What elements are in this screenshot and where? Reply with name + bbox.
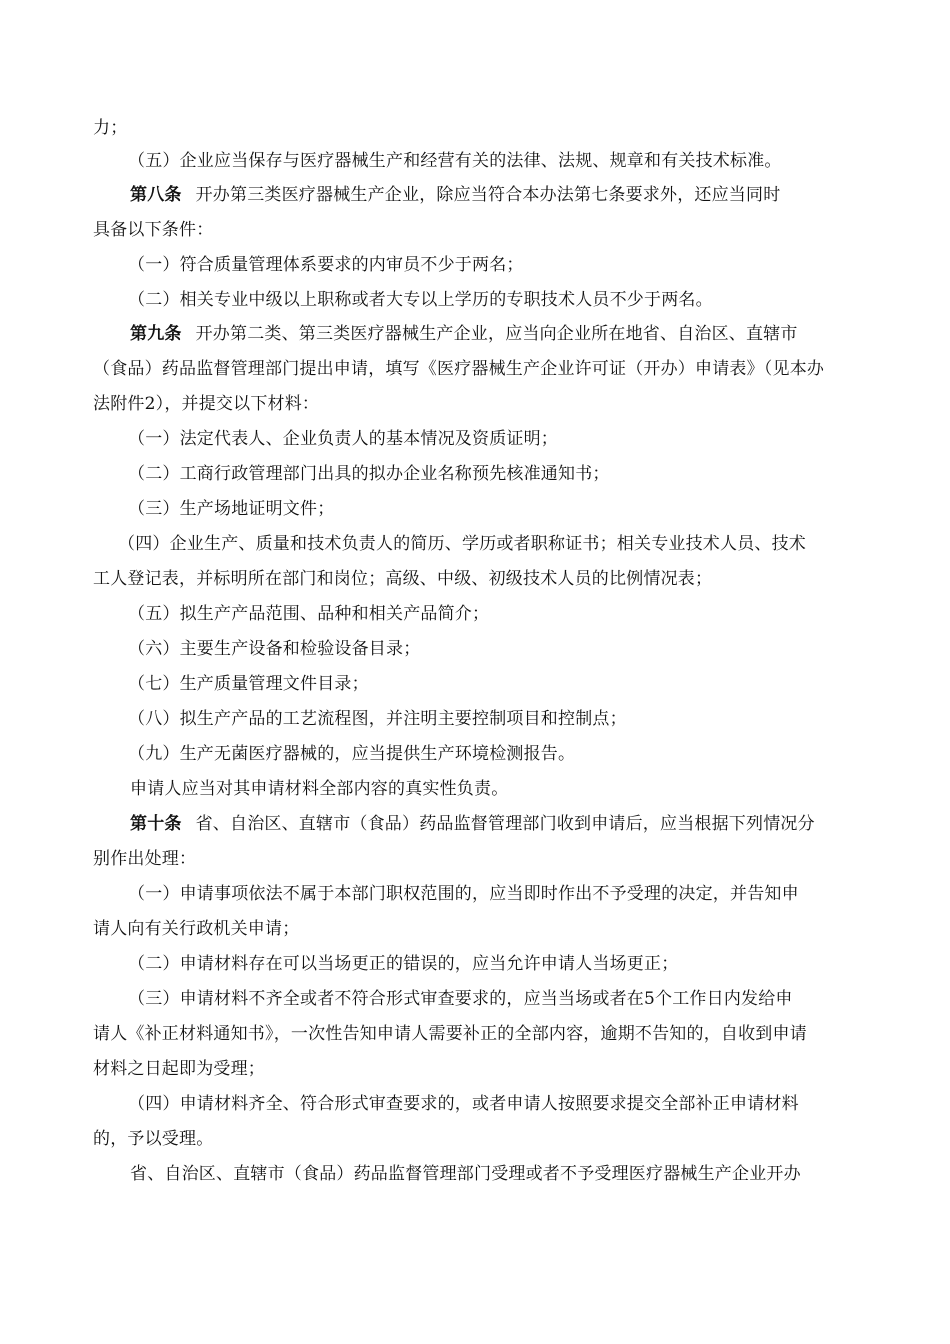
text-line xyxy=(128,462,610,486)
text-line xyxy=(93,847,196,871)
line-text: 的，予以受理。 xyxy=(93,1129,214,1149)
text-line xyxy=(130,1162,801,1186)
line-text: （三）申请材料不齐全或者不符合形式审查要求的，应当当场或者在5个工作日内发给申 xyxy=(128,989,793,1009)
line-text: 别作出处理： xyxy=(93,849,197,869)
line-text: （二）相关专业中级以上职称或者大专以上学历的专职技术人员不少于两名。 xyxy=(128,290,713,310)
text-line xyxy=(128,1092,799,1116)
line-text: （一）法定代表人、企业负责人的基本情况及资质证明； xyxy=(128,429,558,449)
text-line xyxy=(128,288,713,312)
line-text: 开办第三类医疗器械生产企业，除应当符合本办法第七条要求外，还应当同时 xyxy=(195,185,781,205)
line-text: 力； xyxy=(93,118,128,138)
article-heading: 第八条 xyxy=(130,185,182,205)
line-text: （二）工商行政管理部门出具的拟办企业名称预先核准通知书； xyxy=(128,464,610,484)
line-text: 工人登记表，并标明所在部门和岗位；高级、中级、初级技术人员的比例情况表； xyxy=(93,569,713,589)
text-line xyxy=(128,742,575,766)
text-line xyxy=(128,149,782,173)
line-text: 具备以下条件： xyxy=(93,220,214,240)
text-line xyxy=(128,497,334,521)
text-line xyxy=(128,602,489,626)
text-line xyxy=(128,707,627,731)
line-text: （六）主要生产设备和检验设备目录； xyxy=(128,639,421,659)
line-text: （四）申请材料齐全、符合形式审查要求的，或者申请人按照要求提交全部补正申请材料 xyxy=(128,1094,799,1114)
line-text: （七）生产质量管理文件目录； xyxy=(128,674,369,694)
text-line xyxy=(128,987,793,1011)
text-line xyxy=(93,567,712,591)
line-text: 请人《补正材料通知书》，一次性告知申请人需要补正的全部内容，逾期不告知的，自收到申请 xyxy=(93,1024,807,1044)
line-text: （一）申请事项依法不属于本部门职权范围的，应当即时作出不予受理的决定，并告知申 xyxy=(128,884,799,904)
article-heading: 第九条 xyxy=(130,324,182,344)
article-heading: 第十条 xyxy=(130,814,182,834)
line-text: （五）企业应当保存与医疗器械生产和经营有关的法律、法规、规章和有关技术标准。 xyxy=(128,151,782,171)
text-line xyxy=(128,952,678,976)
text-line xyxy=(93,116,127,140)
line-text: 请人向有关行政机关申请； xyxy=(93,919,300,939)
text-line xyxy=(130,812,815,836)
line-text: 省、自治区、直辖市（食品）药品监督管理部门受理或者不予受理医疗器械生产企业开办 xyxy=(130,1164,801,1184)
text-line xyxy=(128,672,369,696)
line-text: 申请人应当对其申请材料全部内容的真实性负责。 xyxy=(130,779,509,799)
line-text: （四）企业生产、质量和技术负责人的简历、学历或者职称证书；相关专业技术人员、技术 xyxy=(118,534,806,554)
line-text: 开办第二类、第三类医疗器械生产企业，应当向企业所在地省、自治区、直辖市 xyxy=(195,324,798,344)
text-line xyxy=(93,1127,213,1151)
line-text: （一）符合质量管理体系要求的内审员不少于两名； xyxy=(128,255,524,275)
text-line xyxy=(93,392,319,416)
text-line xyxy=(93,1057,265,1081)
text-line xyxy=(93,357,824,381)
text-line xyxy=(118,532,806,556)
text-line xyxy=(130,183,780,207)
line-text: （食品）药品监督管理部门提出申请，填写《医疗器械生产企业许可证（开办）申请表》（见本办 xyxy=(93,359,825,379)
line-text: （八）拟生产产品的工艺流程图，并注明主要控制项目和控制点； xyxy=(128,709,627,729)
line-text: （五）拟生产产品范围、品种和相关产品简介； xyxy=(128,604,490,624)
line-text: （九）生产无菌医疗器械的，应当提供生产环境检测报告。 xyxy=(128,744,576,764)
text-line xyxy=(130,777,508,801)
text-line xyxy=(130,322,798,346)
line-text: 省、自治区、直辖市（食品）药品监督管理部门收到申请后，应当根据下列情况分 xyxy=(195,814,815,834)
text-line xyxy=(128,637,420,661)
text-line xyxy=(128,427,558,451)
text-line xyxy=(93,1022,807,1046)
line-text: （二）申请材料存在可以当场更正的错误的，应当允许申请人当场更正； xyxy=(128,954,679,974)
text-line xyxy=(128,882,799,906)
text-line xyxy=(128,253,524,277)
text-line xyxy=(93,917,299,941)
line-text: 材料之日起即为受理； xyxy=(93,1059,265,1079)
text-line xyxy=(93,218,213,242)
line-text: 法附件2），并提交以下材料： xyxy=(93,394,320,414)
line-text: （三）生产场地证明文件； xyxy=(128,499,335,519)
